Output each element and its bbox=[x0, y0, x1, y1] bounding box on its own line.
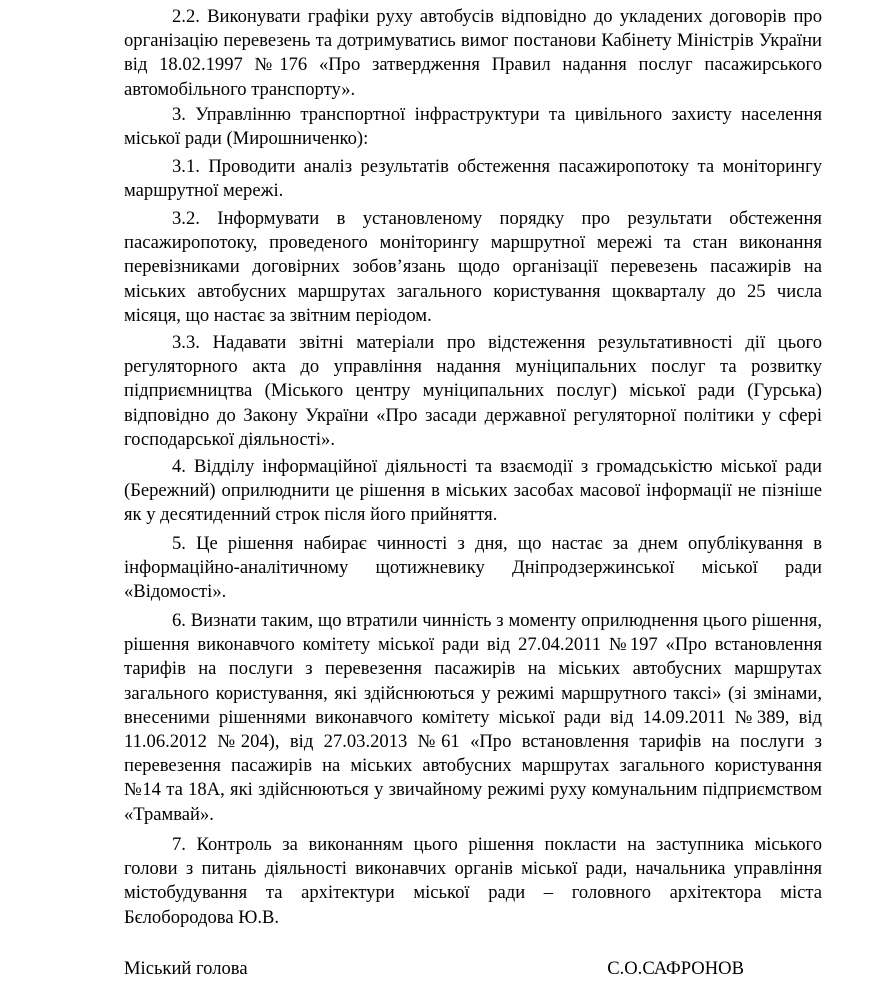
signature-name: С.О.САФРОНОВ bbox=[607, 958, 744, 979]
paragraph-3-2: 3.2. Інформувати в установленому порядку про результати обстеження пасажиропотоку, проведеного моніторингу маршрутної мережі та стан виконання перевізниками договірних зобов’язань щодо організації перевезень пасажирів на міських автобусних маршрутах загального користування щокварталу до 25 числа місяця, що настає за звітним періодом. bbox=[124, 208, 822, 326]
paragraph-3: 3. Управлінню транспортної інфраструктури та цивільного захисту населення міської ради (Мирошниченко): bbox=[124, 104, 822, 150]
paragraph-5: 5. Це рішення набирає чинності з дня, що настає за днем опублікування в інформаційно-аналітичному щотижневику Дніпродзержинської міської ради «Відомості». bbox=[124, 533, 822, 603]
paragraph-7: 7. Контроль за виконанням цього рішення покласти на заступника міського голови з питань діяльності виконавчих органів міської ради, начальника управління містобудування та архітектури міської ради – головного архітектора міста Бєлобородова Ю.В. bbox=[124, 834, 822, 928]
paragraph-4: 4. Відділу інформаційної діяльності та взаємодії з громадськістю міської ради (Бережний) оприлюднити це рішення в міських засобах масової інформації не пізніше як у десятиденний строк після його прийняття. bbox=[124, 456, 822, 526]
signature-block bbox=[124, 957, 744, 981]
paragraph-3-3: 3.3. Надавати звітні матеріали про відстеження результативності дії цього регуляторного акта до управління надання муніципальних послуг та розвитку підприємництва (Міського центру муніципальних послуг) міської ради (Гурська) відповідно до Закону України «Про засади державної регуляторної політики у сфері господарської діяльності». bbox=[124, 332, 822, 450]
paragraph-2-2: 2.2. Виконувати графіки руху автобусів відповідно до укладених договорів про організацію перевезень та дотримуватись вимог постанови Кабінету Міністрів України від 18.02.1997 №176 «Про затвердження Правил надання послуг пасажирського автомобільного транспорту». bbox=[124, 6, 822, 100]
signature-title: Міський голова bbox=[124, 958, 248, 979]
paragraph-6: 6. Визнати таким, що втратили чинність з моменту оприлюднення цього рішення, рішення виконавчого комітету міської ради від 27.04.2011 №197 «Про встановлення тарифів на послуги з перевезення пасажирів на міських автобусних маршрутах загального користування, які здійснюються у режимі маршрутного таксі» (зі змінами, внесеними рішеннями виконавчого комітету міської ради від 14.09.2011 №389, від 11.06.2012 №204), від 27.03.2013 №61 «Про встановлення тарифів на послуги з перевезення пасажирів на міських автобусних маршрутах загального користування №14 та 18А, які здійснюються у звичайному режимі руху комунальним підприємством «Трамвай». bbox=[124, 610, 822, 825]
paragraph-3-1: 3.1. Проводити аналіз результатів обстеження пасажиропотоку та моніторингу маршрутної мережі. bbox=[124, 156, 822, 202]
